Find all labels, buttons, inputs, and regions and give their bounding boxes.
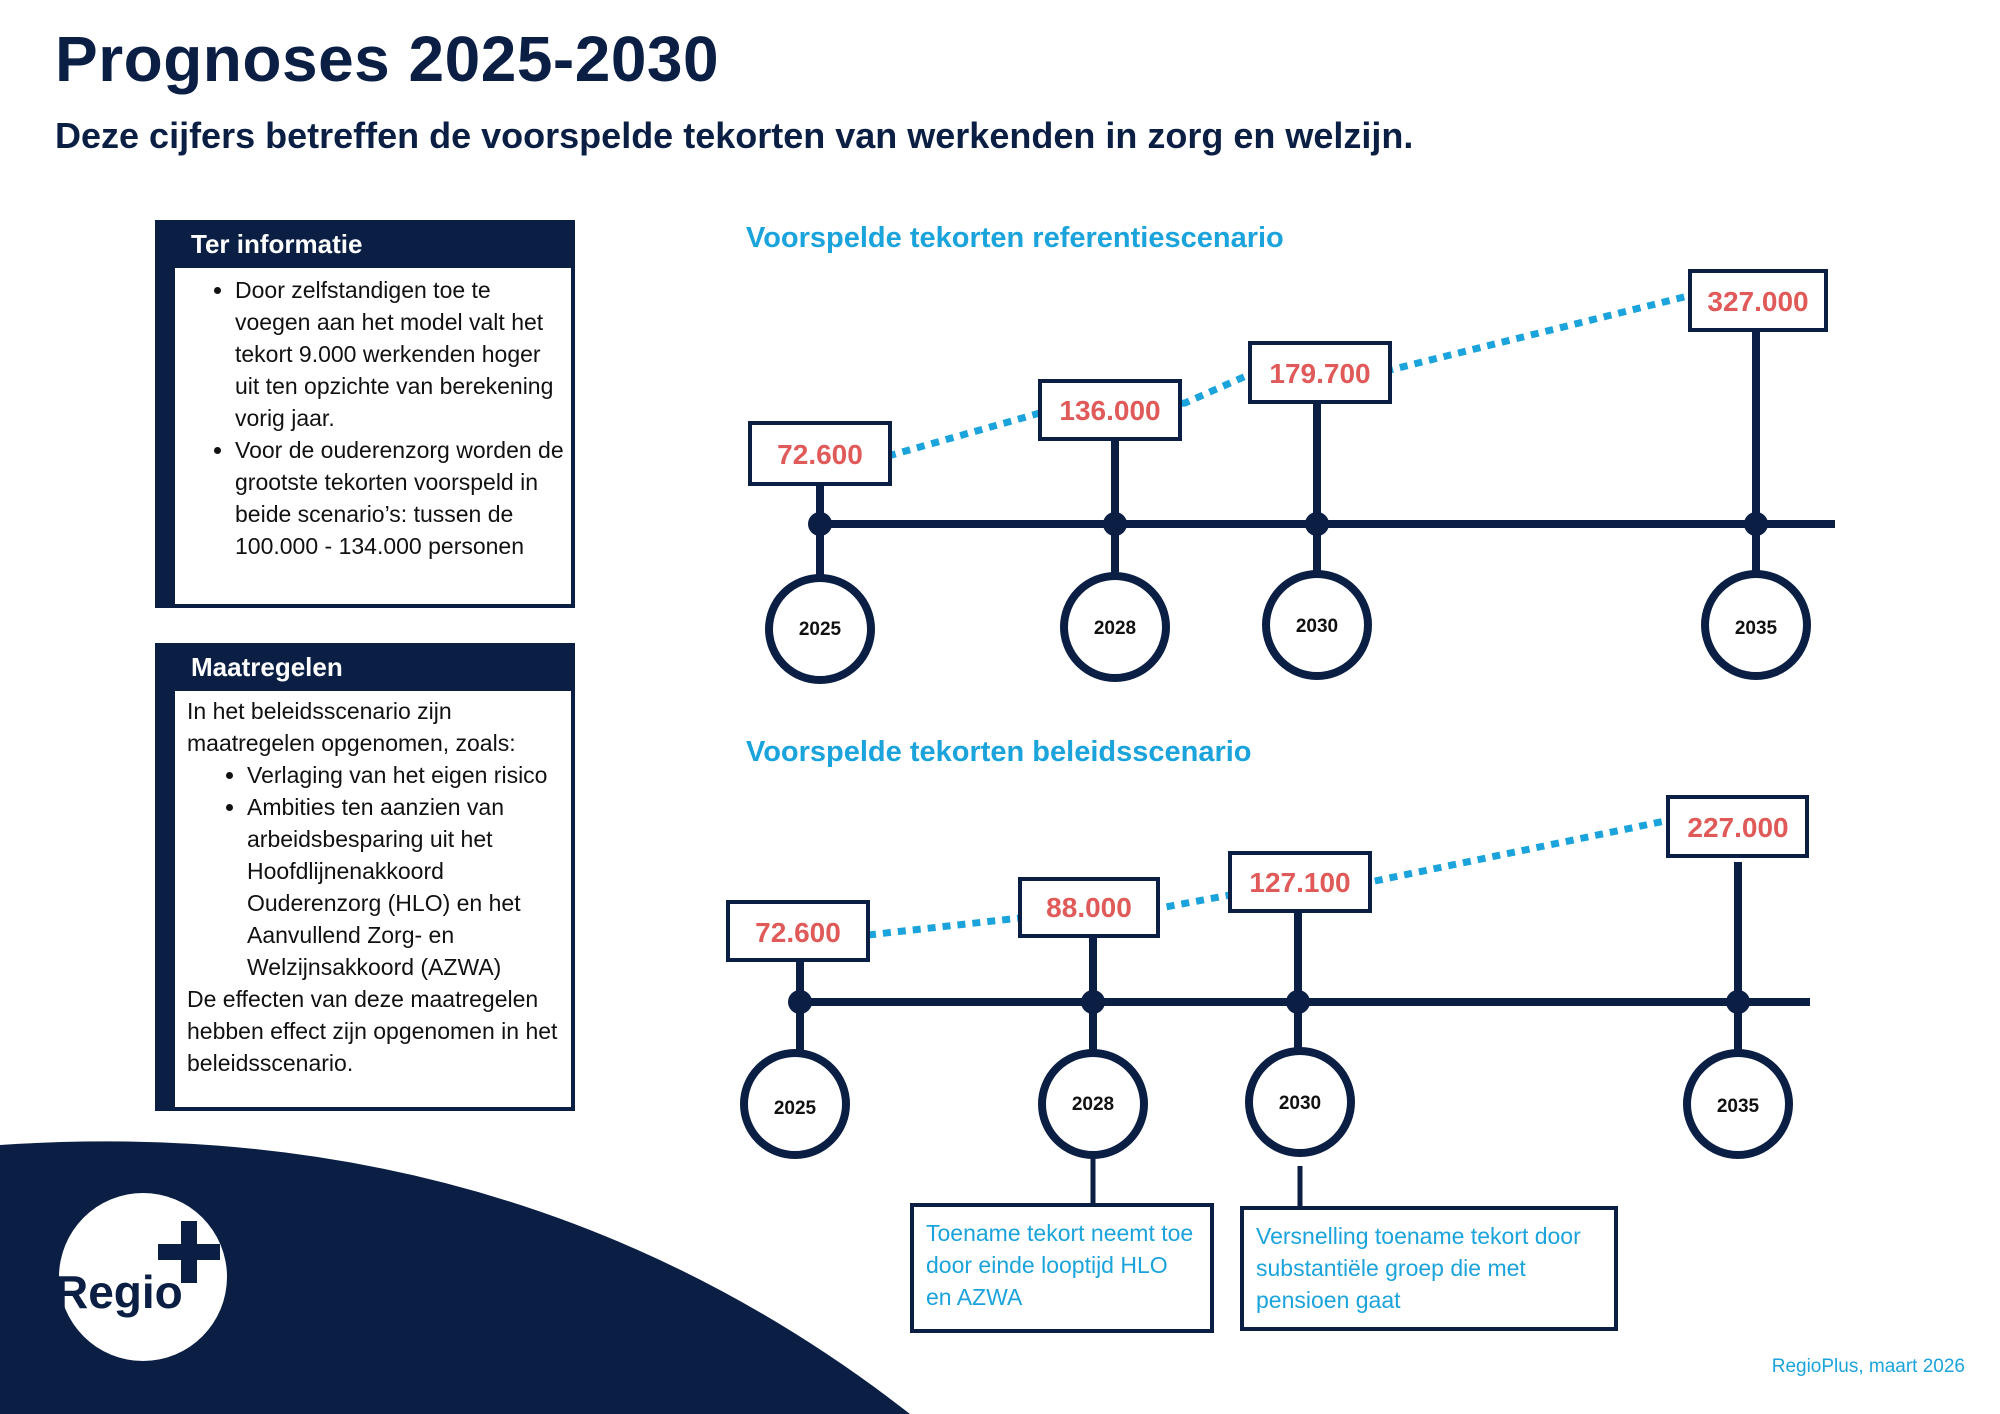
footer-credit: RegioPlus, maart 2026 [1771,1356,1965,1377]
policy-year-label-2035: 2035 [1716,1096,1760,1117]
policy-year-label-2028: 2028 [1071,1094,1115,1115]
value-label-2028: 136.000 [1059,395,1161,426]
policy-timeline [728,797,1810,1206]
policy-scenario-title: Voorspelde tekorten beleidsscenario [746,736,1252,768]
year-label-2028: 2028 [1093,618,1137,639]
measures-item-1: • Verlaging van het eigen risico [247,759,571,791]
measures-outro: De effecten van deze maatregelen hebben effect zijn opgenomen in het beleidsscenario. [187,986,558,1076]
policy-point-2025 [728,902,868,1155]
reference-timeline [750,271,1835,680]
reference-point-2030 [1250,343,1390,676]
measures-box-title: Maatregelen [155,643,575,691]
policy-value-label-2028: 88.000 [1046,892,1132,923]
note-2030: Versnelling toename tekort door substantiële groep die met pensioen gaat [1240,1206,1618,1331]
year-label-2025: 2025 [798,619,842,640]
policy-value-label-2035: 227.000 [1687,812,1789,843]
year-label-2035: 2035 [1734,618,1778,639]
policy-year-label-2025: 2025 [773,1098,817,1119]
note-2028: Toename tekort neemt toe door einde looptijd HLO en AZWA [910,1203,1214,1333]
policy-point-2035 [1668,797,1807,1155]
info-item-1: • Door zelfstandigen toe te voegen aan het model valt het tekort 9.000 werkenden hoger uit ten opzichte van berekening vorig jaar. [235,274,567,434]
value-label-2030: 179.700 [1269,358,1371,389]
info-box-title: Ter informatie [155,220,575,268]
value-label-2035: 327.000 [1707,286,1809,317]
policy-point-2030 [1230,853,1370,1206]
value-label-2025: 72.600 [777,439,863,470]
reference-point-2035 [1690,271,1826,676]
year-label-2030: 2030 [1295,616,1339,637]
policy-year-label-2030: 2030 [1278,1093,1322,1114]
policy-point-2028 [1020,879,1158,1203]
reference-point-2028 [1040,381,1180,678]
logo-text: Regio [55,1266,183,1318]
measures-intro: In het beleidsscenario zijn maatregelen opgenomen, zoals: [187,698,516,756]
measures-item-2: • Ambities ten aanzien van arbeidsbesparing uit het Hoofdlijnenakkoord Ouderenzorg (HLO) en het Aanvullend Zorg- en Welzijnsakkoord (AZWA) [247,791,571,983]
policy-value-label-2030: 127.100 [1249,867,1351,898]
reference-point-2025 [750,423,890,680]
page-title: Prognoses 2025-2030 [55,23,720,95]
info-item-2: • Voor de ouderenzorg worden de grootste tekorten voorspeld in beide scenario’s: tussen de 100.000 - 134.000 personen [235,434,567,562]
policy-value-label-2025: 72.600 [755,917,841,948]
reference-scenario-title: Voorspelde tekorten referentiescenario [746,222,1284,254]
page-subtitle: Deze cijfers betreffen de voorspelde tekorten van werkenden in zorg en welzijn. [55,115,1414,156]
